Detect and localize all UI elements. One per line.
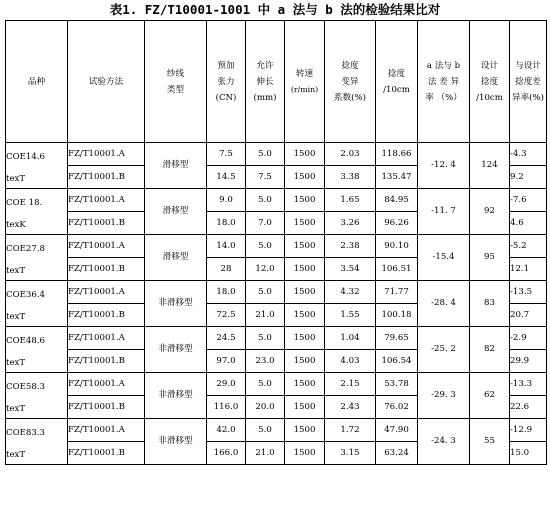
twist-cell: 100.18 [376, 304, 418, 327]
variety-cell [6, 327, 68, 373]
method-cell: FZ/T10001.B [68, 258, 145, 281]
variety-unit: texT [6, 174, 26, 184]
method-cell: FZ/T10001.A [68, 281, 145, 304]
twist-cell: 76.02 [376, 396, 418, 419]
stretch-cell: 5.0 [246, 281, 285, 304]
table-row [6, 281, 547, 304]
ab-diff-rate-cell: -12. 4 [418, 143, 470, 189]
variety-name: COE48.6 [6, 336, 46, 346]
method-cell: FZ/T10001.A [68, 419, 145, 442]
variety-unit: texT [6, 358, 26, 368]
twist-cv-cell: 1.04 [325, 327, 376, 350]
pretension-cell: 28 [207, 258, 246, 281]
speed-cell: 1500 [285, 235, 325, 258]
method-cell: FZ/T10001.A [68, 143, 145, 166]
header-design-diff-rate: 与设计 捻度差 异率(%) [510, 21, 547, 143]
stretch-cell: 20.0 [246, 396, 285, 419]
ab-diff-rate-cell: -11. 7 [418, 189, 470, 235]
pretension-cell: 7.5 [207, 143, 246, 166]
design-twist-cell: 55 [470, 419, 510, 465]
design-twist-cell: 124 [470, 143, 510, 189]
variety-cell [6, 281, 68, 327]
twist-cv-cell: 1.72 [325, 419, 376, 442]
table-row [6, 419, 547, 442]
variety-unit: texT [6, 266, 26, 276]
twist-cell: 79.65 [376, 327, 418, 350]
design-twist-cell: 92 [470, 189, 510, 235]
comparison-table [5, 20, 547, 465]
method-cell: FZ/T10001.A [68, 327, 145, 350]
pretension-cell: 29.0 [207, 373, 246, 396]
pretension-cell: 116.0 [207, 396, 246, 419]
design-diff-rate-cell: -13.3 [510, 373, 547, 396]
twist-cell: 96.26 [376, 212, 418, 235]
table-caption: 表1. FZ/T10001-1001 中 a 法与 b 法的检验结果比对 [109, 2, 441, 17]
table-body [6, 143, 547, 465]
header-ab-diff-rate: a 法与 b 法 差 异 率 （%） [418, 21, 470, 143]
pretension-cell: 42.0 [207, 419, 246, 442]
speed-cell: 1500 [285, 166, 325, 189]
yarn-type-cell: 滑移型 [145, 235, 207, 281]
method-cell: FZ/T10001.B [68, 396, 145, 419]
stretch-cell: 5.0 [246, 327, 285, 350]
design-diff-rate-cell: 9.2 [510, 166, 547, 189]
ab-diff-rate-cell: -28. 4 [418, 281, 470, 327]
method-cell: FZ/T10001.B [68, 442, 145, 465]
speed-cell: 1500 [285, 258, 325, 281]
twist-cv-cell: 3.26 [325, 212, 376, 235]
pretension-cell: 18.0 [207, 212, 246, 235]
design-twist-cell: 62 [470, 373, 510, 419]
design-diff-rate-cell: 20.7 [510, 304, 547, 327]
speed-cell: 1500 [285, 350, 325, 373]
variety-name: COE58.3 [6, 382, 46, 392]
speed-cell: 1500 [285, 327, 325, 350]
method-cell: FZ/T10001.A [68, 373, 145, 396]
pretension-cell: 24.5 [207, 327, 246, 350]
variety-name: COE36.4 [6, 290, 46, 300]
yarn-type-cell: 滑移型 [145, 143, 207, 189]
speed-cell: 1500 [285, 442, 325, 465]
speed-cell: 1500 [285, 281, 325, 304]
design-twist-cell: 83 [470, 281, 510, 327]
variety-name: COE27.8 [6, 244, 46, 254]
design-diff-rate-cell: 22.6 [510, 396, 547, 419]
twist-cell: 47.90 [376, 419, 418, 442]
stretch-cell: 5.0 [246, 143, 285, 166]
twist-cv-cell: 2.15 [325, 373, 376, 396]
ab-diff-rate-cell: -15.4 [418, 235, 470, 281]
twist-cv-cell: 1.55 [325, 304, 376, 327]
variety-cell [6, 235, 68, 281]
header-variety: 品种 [6, 21, 68, 143]
header-method: 试验方法 [68, 21, 145, 143]
speed-cell: 1500 [285, 373, 325, 396]
variety-unit: texT [6, 404, 26, 414]
method-cell: FZ/T10001.B [68, 212, 145, 235]
pretension-cell: 166.0 [207, 442, 246, 465]
design-diff-rate-cell: -13.5 [510, 281, 547, 304]
stretch-cell: 5.0 [246, 235, 285, 258]
speed-cell: 1500 [285, 189, 325, 212]
twist-cell: 53.78 [376, 373, 418, 396]
table-row [6, 373, 547, 396]
ab-diff-rate-cell: -24. 3 [418, 419, 470, 465]
stretch-cell: 23.0 [246, 350, 285, 373]
design-twist-cell: 95 [470, 235, 510, 281]
stretch-cell: 5.0 [246, 419, 285, 442]
variety-cell [6, 143, 68, 189]
header-speed: 转速 (r/min) [285, 21, 325, 143]
pretension-cell: 14.0 [207, 235, 246, 258]
twist-cell: 90.10 [376, 235, 418, 258]
twist-cv-cell: 2.03 [325, 143, 376, 166]
method-cell: FZ/T10001.B [68, 304, 145, 327]
twist-cv-cell: 3.54 [325, 258, 376, 281]
twist-cell: 63.24 [376, 442, 418, 465]
table-row [6, 327, 547, 350]
stretch-cell: 5.0 [246, 189, 285, 212]
speed-cell: 1500 [285, 212, 325, 235]
pretension-cell: 97.0 [207, 350, 246, 373]
pretension-cell: 18.0 [207, 281, 246, 304]
design-diff-rate-cell: -7.6 [510, 189, 547, 212]
twist-cell: 118.66 [376, 143, 418, 166]
stretch-cell: 12.0 [246, 258, 285, 281]
ab-diff-rate-cell: -25. 2 [418, 327, 470, 373]
twist-cell: 71.77 [376, 281, 418, 304]
method-cell: FZ/T10001.B [68, 166, 145, 189]
twist-cell: 135.47 [376, 166, 418, 189]
header-design-twist: 设计 捻度 /10cm [470, 21, 510, 143]
header-twist-cv: 捻度 变异 系数(%) [325, 21, 376, 143]
header-allowed-stretch: 允许 伸长 (mm) [246, 21, 285, 143]
ab-diff-rate-cell: -29. 3 [418, 373, 470, 419]
stretch-cell: 5.0 [246, 373, 285, 396]
variety-cell [6, 373, 68, 419]
table-row [6, 143, 547, 166]
header-yarn-type: 纱线 类型 [145, 21, 207, 143]
yarn-type-cell: 非滑移型 [145, 327, 207, 373]
speed-cell: 1500 [285, 304, 325, 327]
variety-unit: texK [6, 220, 26, 230]
variety-cell [6, 189, 68, 235]
header-twist: 捻度 /10cm [376, 21, 418, 143]
table-header [6, 21, 547, 143]
twist-cell: 84.95 [376, 189, 418, 212]
design-diff-rate-cell: -5.2 [510, 235, 547, 258]
twist-cell: 106.51 [376, 258, 418, 281]
twist-cv-cell: 1.65 [325, 189, 376, 212]
stretch-cell: 7.5 [246, 166, 285, 189]
yarn-type-cell: 滑移型 [145, 189, 207, 235]
pretension-cell: 72.5 [207, 304, 246, 327]
design-diff-rate-cell: 29.9 [510, 350, 547, 373]
twist-cv-cell: 3.38 [325, 166, 376, 189]
stretch-cell: 21.0 [246, 304, 285, 327]
variety-unit: texT [6, 450, 26, 460]
speed-cell: 1500 [285, 396, 325, 419]
pretension-cell: 9.0 [207, 189, 246, 212]
twist-cv-cell: 2.43 [325, 396, 376, 419]
twist-cv-cell: 4.32 [325, 281, 376, 304]
speed-cell: 1500 [285, 143, 325, 166]
design-diff-rate-cell: 4.6 [510, 212, 547, 235]
method-cell: FZ/T10001.A [68, 189, 145, 212]
variety-unit: texT [6, 312, 26, 322]
table-row [6, 235, 547, 258]
variety-name: COE83.3 [6, 428, 46, 438]
header-row [6, 21, 547, 143]
design-diff-rate-cell: -2.9 [510, 327, 547, 350]
table-row [6, 189, 547, 212]
twist-cv-cell: 2.38 [325, 235, 376, 258]
twist-cv-cell: 4.03 [325, 350, 376, 373]
yarn-type-cell: 非滑移型 [145, 281, 207, 327]
variety-name: COE 18. [6, 198, 43, 208]
method-cell: FZ/T10001.B [68, 350, 145, 373]
pretension-cell: 14.5 [207, 166, 246, 189]
design-diff-rate-cell: -4.3 [510, 143, 547, 166]
stretch-cell: 7.0 [246, 212, 285, 235]
speed-cell: 1500 [285, 419, 325, 442]
stretch-cell: 21.0 [246, 442, 285, 465]
method-cell: FZ/T10001.A [68, 235, 145, 258]
header-pretension: 预加 张力 (CN) [207, 21, 246, 143]
design-diff-rate-cell: 15.0 [510, 442, 547, 465]
design-diff-rate-cell: -12.9 [510, 419, 547, 442]
yarn-type-cell: 非滑移型 [145, 373, 207, 419]
variety-name: COE14.6 [6, 152, 46, 162]
twist-cv-cell: 3.15 [325, 442, 376, 465]
yarn-type-cell: 非滑移型 [145, 419, 207, 465]
design-twist-cell: 82 [470, 327, 510, 373]
design-diff-rate-cell: 12.1 [510, 258, 547, 281]
variety-cell [6, 419, 68, 465]
twist-cell: 106.54 [376, 350, 418, 373]
